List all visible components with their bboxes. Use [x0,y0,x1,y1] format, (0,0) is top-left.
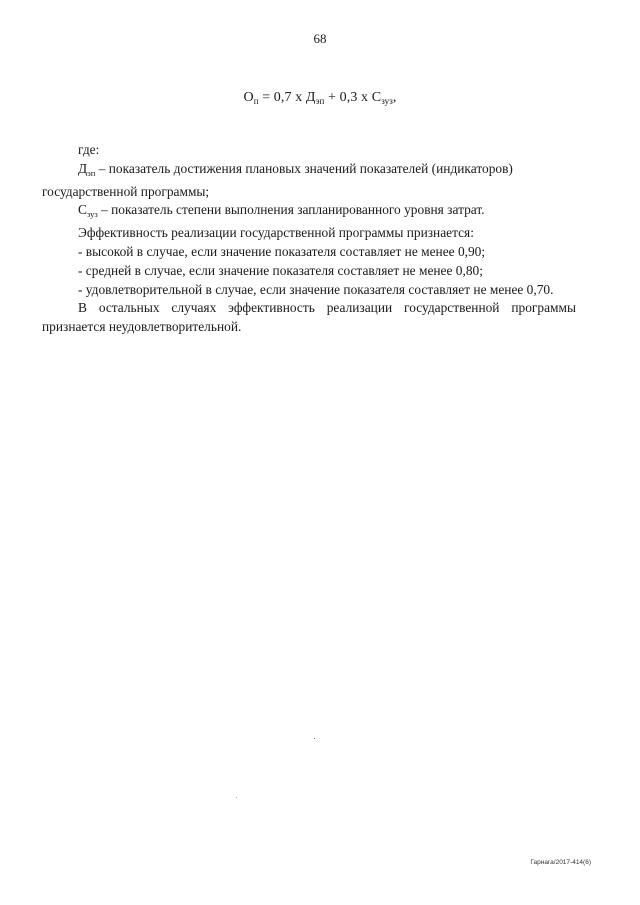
where-text: где: [78,142,100,157]
formula-lhs-sub: п [253,96,259,106]
footer-code: Гарнага/2017-414(6) [530,859,591,866]
d-description: – показатель достижения плановых значений показателей (индикаторов) государственной программы; [42,160,513,199]
where-label [42,141,576,160]
level-high: - высокой в случае, если значение показателя составляет не менее 0,90; [78,243,486,259]
formula-c-sub: зуз [381,96,393,106]
scan-speck [236,797,237,798]
page-number: 68 [313,31,327,46]
d-symbol-sub: эп [87,167,96,178]
formula-plus: + 0,3 х С [324,90,382,105]
c-symbol-sub: зуз [86,209,98,220]
body-text [42,141,576,337]
scan-speck [314,738,315,739]
formula-lhs: О [243,90,254,105]
formula [0,90,640,106]
formula-tail: , [392,90,397,105]
level-satisfactory: - удовлетворительной в случае, если значение показателя составляет не менее 0,70. [78,281,554,297]
level-other: В остальных случаях эффективность реализации государственной программы признается неудовлетворительной. [42,300,576,335]
formula-eq: = 0,7 х Д [258,90,316,105]
formula-d-sub: эп [315,96,325,106]
c-symbol: С [78,202,87,218]
c-description: – показатель степени выполнения запланированного уровня затрат. [97,202,485,218]
level-medium: - средней в случае, если значение показателя составляет не менее 0,80; [78,262,483,278]
effect-intro: Эффективность реализации государственной программы признается: [78,225,474,241]
c-definition [42,201,576,224]
d-symbol: Д [78,160,88,176]
d-definition [42,160,576,202]
